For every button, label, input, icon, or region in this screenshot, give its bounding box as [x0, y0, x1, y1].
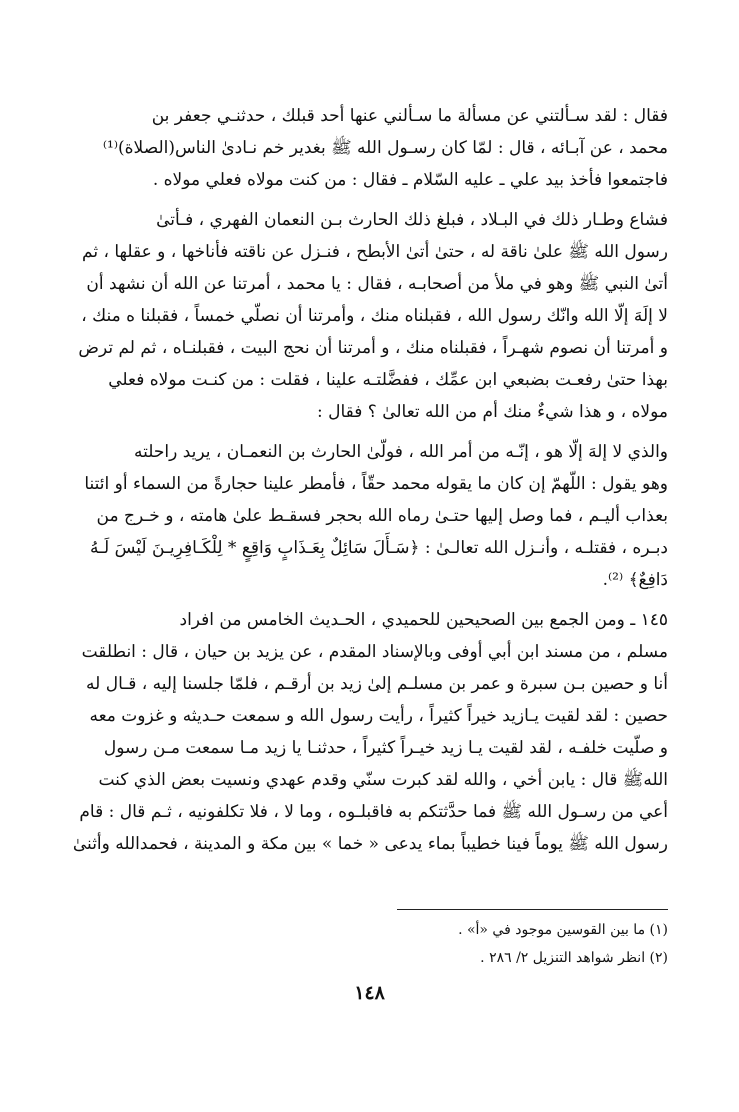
text-line: محمد ، عن آبـائه ، قال : لمّا كان رسـول الله ﷺ بغدير خم نـادىٰ الناس(الصلاة)⁽¹⁾ — [102, 138, 668, 158]
page-number: ١٤٨ — [354, 982, 385, 1004]
text-line: فقال : لقد سـألتني عن مسألة ما سـألني عنها أحد قبلك ، حدثنـي جعفر بن — [151, 106, 668, 126]
footnote-2: (٢) انظر شواهد التنزيل ٢/ ٢٨٦ . — [480, 950, 668, 966]
text-line: حصين : لقد لقيت يـازيد خيراً كثيراً ، رأيت رسول الله و سمعت حـديثه و غزوت معه — [89, 706, 668, 726]
paragraph-4 — [68, 604, 668, 860]
text-line: فشاع وطـار ذلك في البـلاد ، فبلغ ذلك الحارث بـن النعمان الفهري ، فـأتىٰ — [156, 210, 668, 230]
footnotes — [68, 916, 668, 972]
paragraph-3 — [68, 436, 668, 596]
text-line: دبـره ، فقتلـه ، وأنـزل الله تعالـىٰ : ﴿سَـأَلَ سَائِلٌ بِعَـذَابٍ وَاقِعٍ * لِلْكَـافِرِيـنَ لَيْسَ لَـهُ — [89, 538, 668, 558]
text-line: رسول الله ﷺ علىٰ ناقة له ، حتىٰ أتىٰ الأبطح ، فنـزل عن ناقته فأناخها ، و عقلها ، ثم — [82, 242, 668, 262]
paragraph-2 — [68, 204, 668, 428]
text-line: بهذا حتىٰ رفعـت بضبعي ابن عمِّك ، ففضَّلتـه علينا ، فقلت : من كنـت مولاه فعلي — [108, 370, 668, 390]
text-line: بعذاب أليـم ، فما وصل إليها حتـىٰ رماه الله بحجر فسقـط علىٰ هامته ، و خـرج من — [96, 506, 668, 526]
text-line: ١٤٥ ـ ومن الجمع بين الصحيحين للحميدي ، الحـديث الخامس من افراد — [179, 610, 668, 630]
text-line: اللهﷺ قال : يابن أخي ، والله لقد كبرت سنّي وقدم عهدي ونسيت بعض الذي كنت — [98, 770, 668, 790]
text-line: مسلم ، من مسند ابن أبي أوفى وبالإسناد المقدم ، عن يزيد بن حيان ، قال : انطلقت — [81, 642, 668, 662]
text-line: دَافِعٌ﴾ ⁽²⁾. — [602, 570, 668, 590]
main-text — [68, 100, 668, 860]
paragraph-1 — [68, 100, 668, 196]
text-line: رسول الله ﷺ يوماً فينا خطيباً بماء يدعى « خما » بين مكة و المدينة ، فحمدالله وأثنىٰ — [72, 834, 668, 854]
text-line: و صلّيت خلفـه ، لقد لقيت يـا زيد خيـراً كثيراً ، حدثنـا يا زيد مـا سمعت مـن رسول — [103, 738, 668, 758]
footnote-divider — [397, 909, 668, 910]
text-line: لا إلَهَ إلّا الله وانّك رسول الله ، فقبلناه منك ، وأمرتنا أن نصلّي خمساً ، فقبلنا ه منك ، — [81, 306, 668, 326]
text-line: و أمرتنا أن نصوم شهـراً ، فقبلناه منك ، و أمرتنا أن نحج البيت ، فقبلنـاه ، ثم لم ترض — [78, 338, 668, 358]
text-line: مولاه ، و هذا شيءٌ منك أم من الله تعالىٰ ؟ فقال : — [316, 402, 668, 422]
text-line: أتىٰ النبي ﷺ وهو في ملأ من أصحابـه ، فقال : يا محمد ، أمرتنا عن الله أن نشهد أن — [86, 274, 668, 294]
text-line: أنا و حصين بـن سبرة و عمر بن مسلـم إلىٰ زيد بن أرقـم ، فلمّا جلسنا إليه ، قـال له — [86, 674, 668, 694]
footnote-1: (١) ما بين القوسين موجود في «أ» . — [458, 922, 668, 938]
text-line: أعي من رسـول الله ﷺ فما حدَّثتكم به فاقبلـوه ، وما لا ، فلا تكلفونيه ، ثـم قال : قام — [79, 802, 668, 822]
text-line: فاجتمعوا فأخذ بيد علي ـ عليه السّلام ـ فقال : من كنت مولاه فعلي مولاه . — [152, 170, 668, 190]
text-line: وهو يقول : اللّهمّ إن كان ما يقوله محمد حقّاً ، فأمطر علينا حجارةً من السماء أو ائتنا — [84, 474, 668, 494]
text-line: والذي لا إلهَ إلّا هو ، إنّـه من أمر الله ، فولّىٰ الحارث بن النعمـان ، يريد راحلته — [134, 442, 668, 462]
